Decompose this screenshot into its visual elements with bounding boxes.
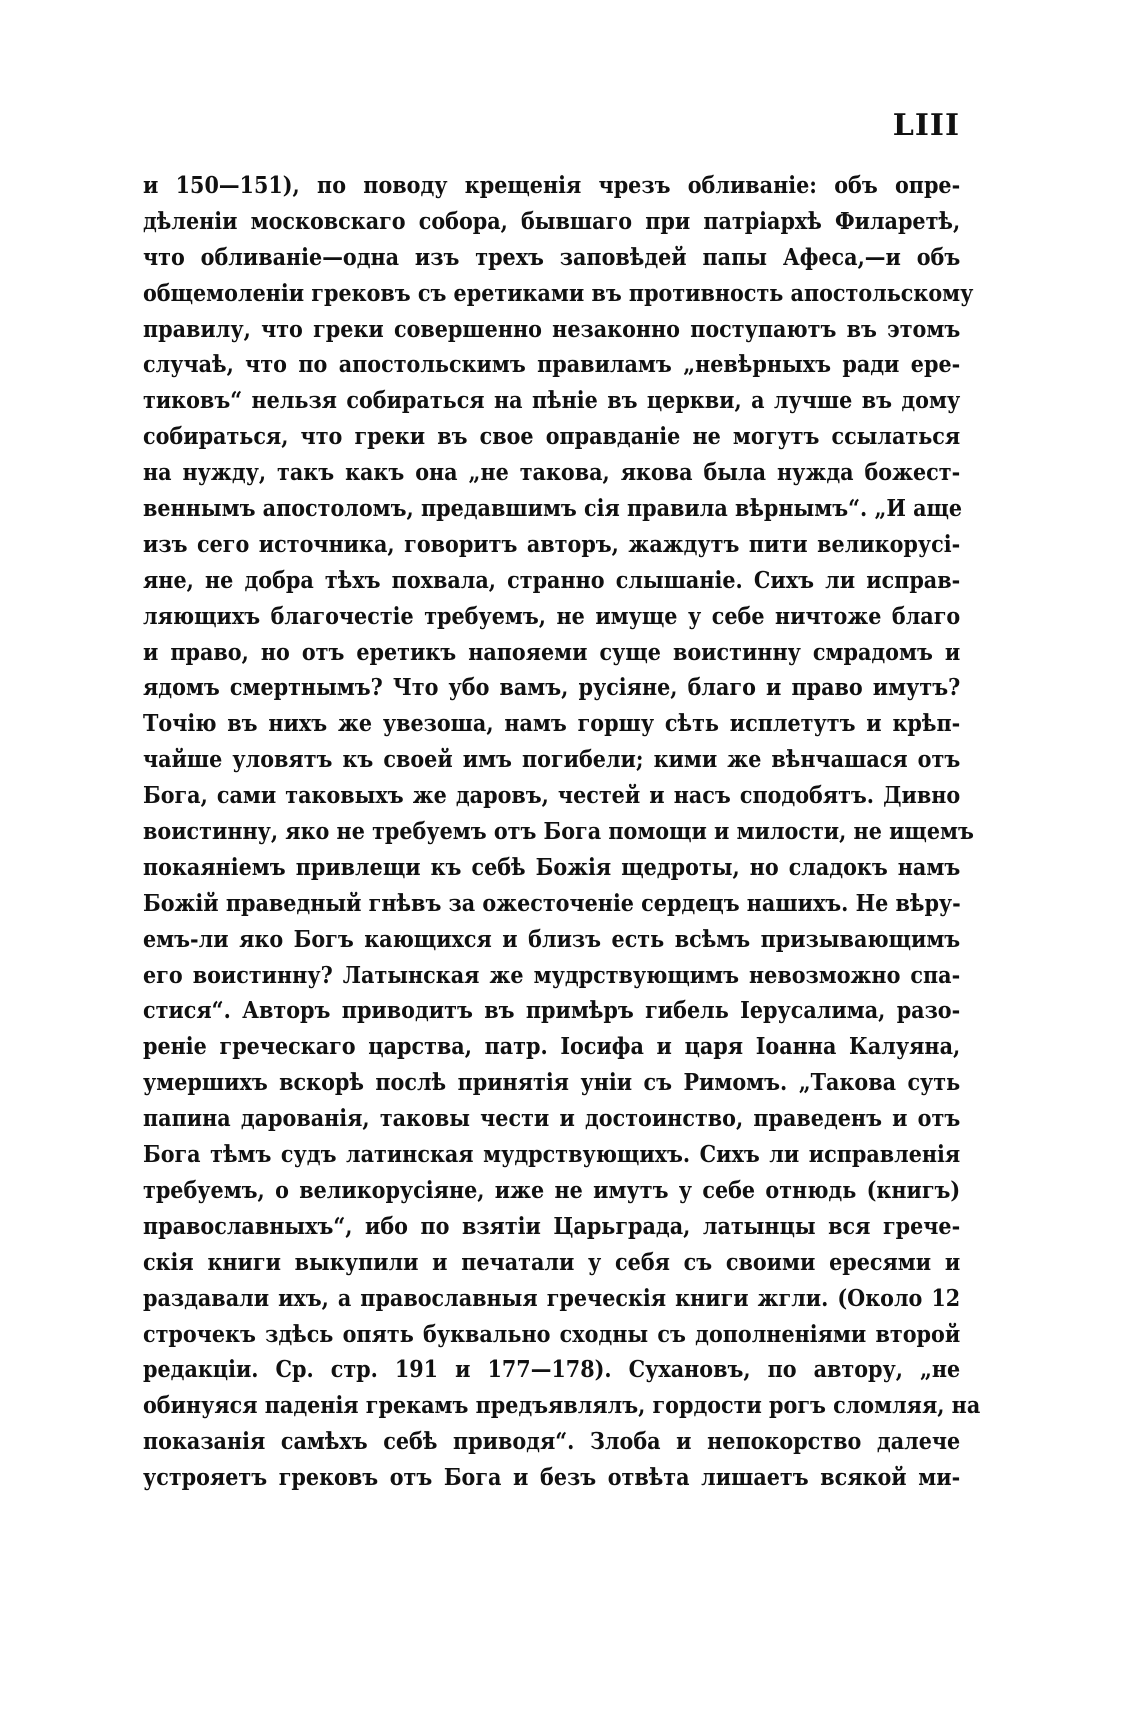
- text-line-2: дѣленіи московскаго собора, бывшаго при патріархѣ Филаретѣ,: [143, 207, 961, 235]
- text-line-13: ляющихъ благочестіе требуемъ, не имуще у себе ничтоже благо: [143, 602, 961, 630]
- text-line-7: тиковъ“ нельзя собираться на пѣніе въ церкви, а лучше въ дому: [143, 387, 961, 415]
- text-line-33: строчекъ здѣсь опять буквально сходны съ дополненіями второй: [143, 1320, 961, 1348]
- text-line-27: папина дарованія, таковы чести и достоинство, праведенъ и отъ: [143, 1105, 961, 1133]
- text-line-11: изъ сего источника, говоритъ авторъ, жаждутъ пити великорусі-: [143, 530, 961, 558]
- body-text: [143, 168, 981, 1496]
- text-line-12: яне, не добра тѣхъ похвала, странно слышаніе. Сихъ ли исправ-: [143, 566, 961, 594]
- text-line-31: скія книги выкупили и печатали у себя съ своими ересями и: [143, 1248, 961, 1276]
- text-line-18: Бога, сами таковыхъ же даровъ, честей и насъ сподобятъ. Дивно: [143, 782, 961, 810]
- text-line-17: чайше уловятъ къ своей имъ погибели; кими же вѣнчашася отъ: [143, 746, 961, 774]
- text-line-30: православныхъ“, ибо по взятіи Царьграда, латынцы вся грече-: [143, 1212, 961, 1240]
- text-line-32: раздавали ихъ, а православныя греческія книги жгли. (Около 12: [143, 1284, 961, 1312]
- page-number: LIII: [892, 108, 960, 143]
- text-line-8: собираться, что греки въ свое оправданіе не могутъ ссылаться: [143, 423, 961, 451]
- text-line-26: умершихъ вскорѣ послѣ принятія уніи съ Римомъ. „Такова суть: [143, 1069, 961, 1097]
- text-line-9: на нужду, такъ какъ она „не такова, якова была нужда божест-: [143, 459, 961, 487]
- text-line-10: веннымъ апостоломъ, предавшимъ сія правила вѣрнымъ“. „И аще: [143, 495, 963, 523]
- text-line-21: Божій праведный гнѣвъ за ожесточеніе сердецъ нашихъ. Не вѣру-: [143, 889, 961, 917]
- text-line-6: случаѣ, что по апостольскимъ правиламъ „невѣрныхъ ради ере-: [143, 351, 961, 379]
- text-line-23: его воистинну? Латынская же мудрствующимъ невозможно спа-: [143, 961, 961, 989]
- text-line-34: редакціи. Ср. стр. 191 и 177—178). Сухановъ, по автору, „не: [143, 1356, 961, 1384]
- text-line-28: Бога тѣмъ судъ латинская мудрствующихъ. Сихъ ли исправленія: [143, 1141, 961, 1169]
- text-line-14: и право, но отъ еретикъ напояеми суще воистинну смрадомъ и: [143, 638, 961, 666]
- text-line-29: требуемъ, о великорусіяне, иже не имутъ у себе отнюдь (книгъ): [143, 1176, 961, 1204]
- text-line-19: воистинну, яко не требуемъ отъ Бога помощи и милости, не ищемъ: [143, 818, 974, 846]
- text-line-1: и 150—151), по поводу крещенія чрезъ обливаніе: объ опре-: [143, 172, 961, 199]
- text-line-20: покаяніемъ привлещи къ себѣ Божія щедроты, но сладокъ намъ: [143, 853, 961, 881]
- text-line-22: емъ-ли яко Богъ кающихся и близъ есть всѣмъ призывающимъ: [143, 925, 961, 953]
- text-line-3: что обливаніе—одна изъ трехъ заповѣдей папы Афеса,—и объ: [143, 243, 961, 271]
- text-line-16: Точію въ нихъ же увезоша, намъ горшу сѣть исплетутъ и крѣп-: [143, 710, 961, 738]
- text-line-25: реніе греческаго царства, патр. Іосифа и царя Іоанна Калуяна,: [143, 1033, 961, 1061]
- text-line-5: правилу, что греки совершенно незаконно поступаютъ въ этомъ: [143, 315, 961, 343]
- text-line-36: показанія самѣхъ себѣ приводя“. Злоба и непокорство далече: [143, 1428, 961, 1456]
- text-line-15: ядомъ смертнымъ? Что убо вамъ, русіяне, благо и право имутъ?: [143, 674, 961, 702]
- text-line-4: общемоленіи грековъ съ еретиками въ противность апостольскому: [143, 279, 974, 307]
- text-line-35: обинуяся паденія грекамъ предъявлялъ, гордости рогъ сломляя, на: [143, 1392, 981, 1420]
- text-line-37: устрояетъ грековъ отъ Бога и безъ отвѣта лишаетъ всякой ми-: [143, 1464, 961, 1492]
- text-line-24: стися“. Авторъ приводитъ въ примѣръ гибель Іерусалима, разо-: [143, 997, 961, 1025]
